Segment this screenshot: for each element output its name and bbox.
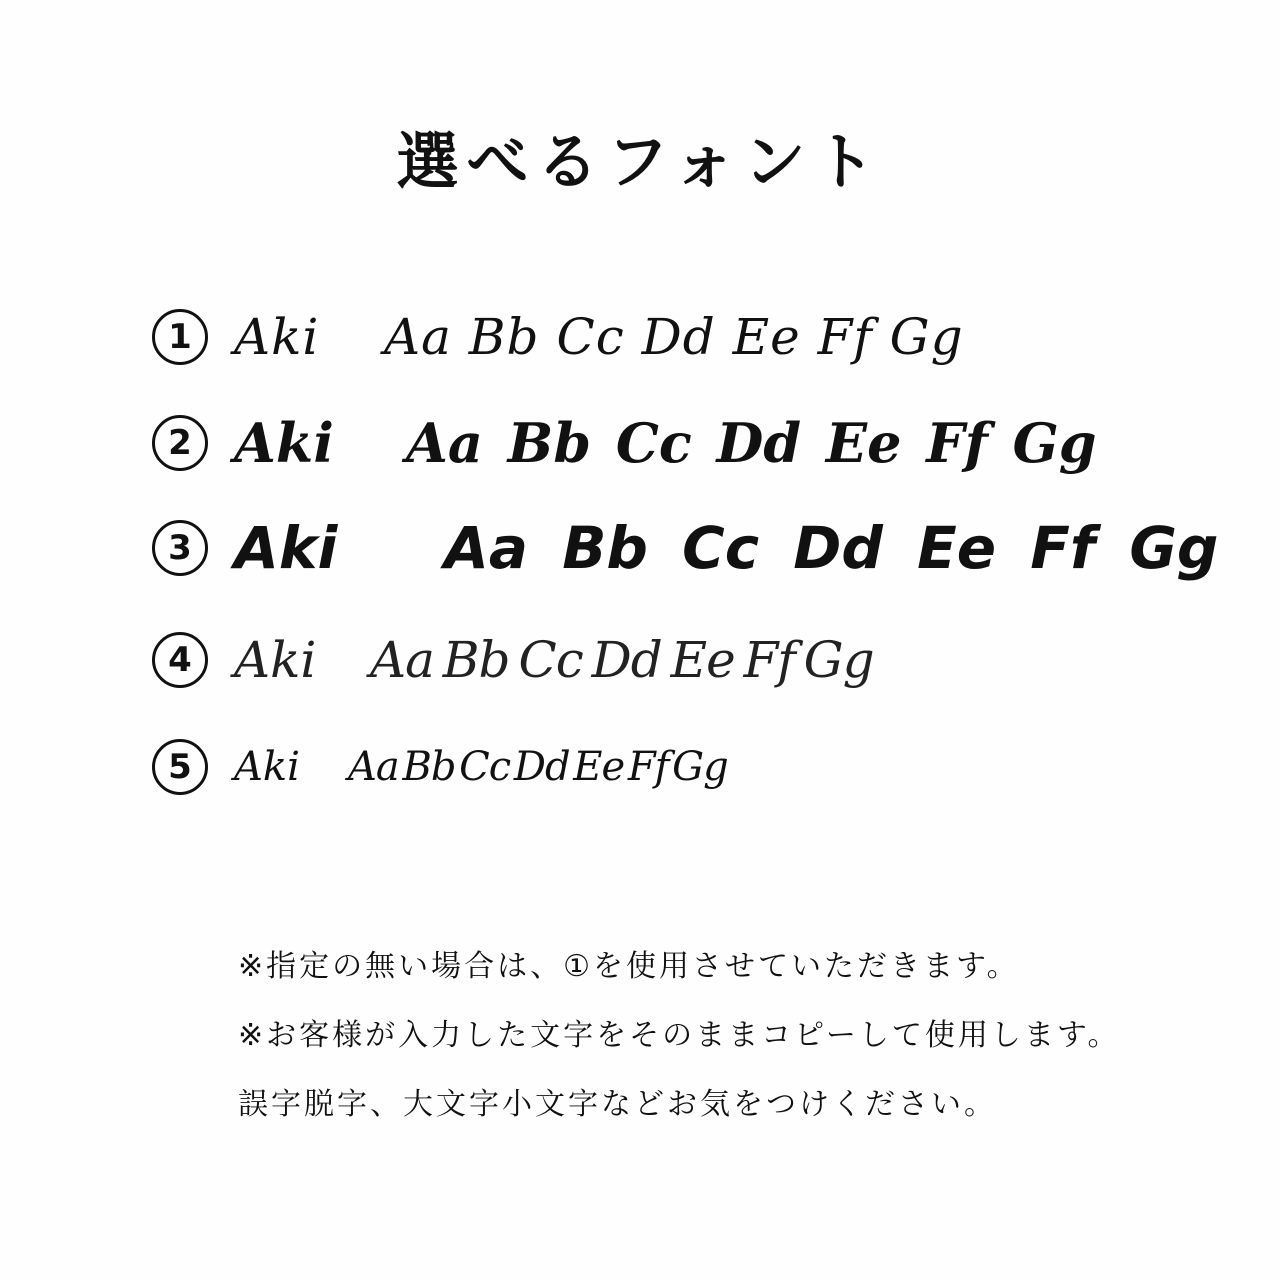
option-number-badge: 1 — [152, 309, 208, 365]
option-number-badge: 4 — [152, 632, 208, 688]
font-sample-name: Aki — [234, 744, 300, 790]
font-option-5 — [152, 722, 728, 812]
font-sample-alphabet: Aa Bb Cc Dd Ee Ff Gg — [348, 744, 728, 790]
page-title: 選べるフォント — [396, 125, 884, 198]
font-sample-alphabet: Aa Bb Cc Dd Ee Ff Gg — [406, 411, 1097, 475]
note-check-typos: 誤字脱字、大文字小文字などお気をつけください。 — [238, 1087, 997, 1122]
font-option-2 — [152, 398, 1097, 488]
font-option-3 — [152, 503, 1218, 593]
font-sample-name: Aki — [234, 514, 338, 582]
font-sample-name: Aki — [234, 631, 317, 689]
font-sample-name: Aki — [234, 308, 320, 366]
font-sample-alphabet: Aa Bb Cc Dd Ee Ff Gg — [444, 514, 1219, 582]
font-sample-alphabet: Aa Bb Cc Dd Ee Ff Gg — [370, 631, 874, 689]
note-copy-text: ※お客様が入力した文字をそのままコピーして使用します。 — [238, 1018, 1121, 1053]
notes-section — [238, 949, 1138, 1159]
option-number-badge: 3 — [152, 520, 208, 576]
font-option-4 — [152, 615, 874, 705]
font-sample-name: Aki — [234, 411, 334, 475]
font-option-1 — [152, 292, 964, 382]
option-number-badge: 2 — [152, 415, 208, 471]
font-sample-alphabet: Aa Bb Cc Dd Ee Ff Gg — [384, 308, 964, 366]
option-number-badge: 5 — [152, 739, 208, 795]
note-default-font: ※指定の無い場合は、①を使用させていただきます。 — [238, 949, 1020, 984]
